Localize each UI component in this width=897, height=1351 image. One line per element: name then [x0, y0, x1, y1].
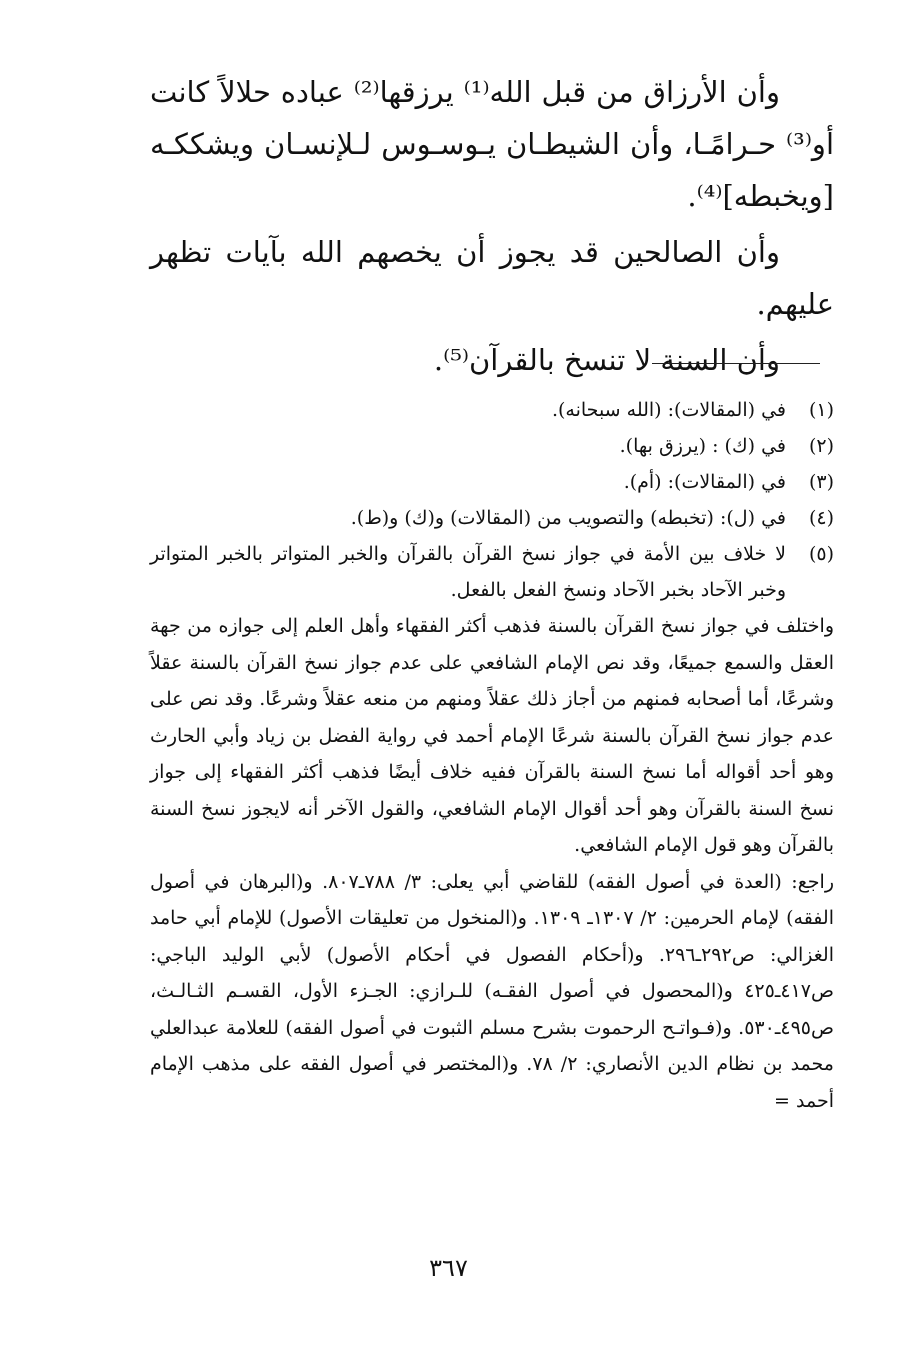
main-paragraph-1-text: وأن الأرزاق من قبل الله⁽¹⁾ يرزقها⁽²⁾ عباده حلالاً كانت أو⁽³⁾ حـرامًـا، وأن الشيطـان يـوسـوس لـلإنسـان ويشككـه [ويخبطه]⁽⁴⁾. [150, 75, 834, 213]
footnote-text: في (المقالات): (أم). [623, 471, 786, 493]
footnote-number: (٣) [808, 471, 834, 493]
footnote-1 [150, 392, 834, 428]
footnote-number: (٤) [808, 507, 834, 529]
main-paragraph-1 [150, 66, 834, 222]
footnote-text: في (ك) : (يرزق بها). [619, 435, 786, 457]
main-text-block [150, 66, 834, 390]
main-paragraph-2 [150, 226, 834, 330]
footnotes-block [150, 392, 834, 1119]
footnote-4 [150, 500, 834, 536]
page-number: ٣٦٧ [429, 1254, 468, 1282]
footnote-5 [150, 536, 834, 608]
main-paragraph-3-text: وأن السنة لا تنسخ بالقرآن⁽⁵⁾. [433, 343, 780, 377]
main-paragraph-3 [150, 334, 834, 386]
footnote-5-paragraph-1: واختلف في جواز نسخ القرآن بالسنة فذهب أكثر الفقهاء وأهل العلم إلى جوازه من جهة العقل والسمع جميعًا، وقد نص الإمام الشافعي على عدم جواز نسخ القرآن بالسنة عقلاً وشرعًا، أما أصحابه فمنهم من أجاز ذلك عقلاً ومنهم من منعه عقلاً وشرعًا. وقد نص على عدم جواز نسخ القرآن بالسنة شرعًا الإمام أحمد في رواية الفضل بن زياد وأبي الحارث وهو أحد أقواله أما نسخ السنة بالقرآن ففيه خلاف أيضًا فذهب أكثر الفقهاء إلى جواز نسخ السنة بالقرآن وهو أحد أقوال الإمام الشافعي، والقول الآخر أنه لايجوز نسخ السنة بالقرآن وهو قول الإمام الشافعي. [150, 615, 834, 856]
footnote-number: (٥) [808, 543, 834, 565]
footnote-5-paragraph-2: راجع: (العدة في أصول الفقه) للقاضي أبي يعلى: ٣/ ٧٨٨ـ٨٠٧. و(البرهان في أصول الفقه) لإمام الحرمين: ٢/ ١٣٠٧ـ ١٣٠٩. و(المنخول من تعليقات الأصول) للإمام أبي حامد الغزالي: ص٢٩٢ـ٢٩٦. و(أحكام الفصول في أحكام الأصول) لأبي الوليد الباجي: ص٤١٧ـ٤٢٥ و(المحصول في أصول الفقـه) للـرازي: الجـزء الأول، القسـم الثـالـث، ص٤٩٥ـ٥٣٠. و(فـواتـح الرحموت بشرح مسلم الثبوت في أصول الفقه) للعلامة عبدالعلي محمد بن نظام الدين الأنصاري: ٢/ ٧٨. و(المختصر في أصول الفقه على مذهب الإمام أحمد = [150, 870, 835, 1112]
footnote-number: (٢) [808, 435, 834, 457]
footnote-text: في (المقالات): (الله سبحانه). [551, 399, 786, 421]
footnote-separator [652, 363, 820, 364]
footnote-3 [150, 464, 834, 500]
footnote-2 [150, 428, 834, 464]
main-paragraph-2-text: وأن الصالحين قد يجوز أن يخصهم الله بآيات تظهر عليهم. [150, 235, 834, 321]
footnote-text: لا خلاف بين الأمة في جواز نسخ القرآن بالقرآن والخبر المتواتر بالخبر المتواتر وخبر الآحاد بخبر الآحاد ونسخ الفعل بالفعل. [150, 543, 786, 601]
footnote-number: (١) [808, 399, 834, 421]
footnote-text: في (ل): (تخبطه) والتصويب من (المقالات) و(ك) و(ط). [350, 507, 786, 529]
